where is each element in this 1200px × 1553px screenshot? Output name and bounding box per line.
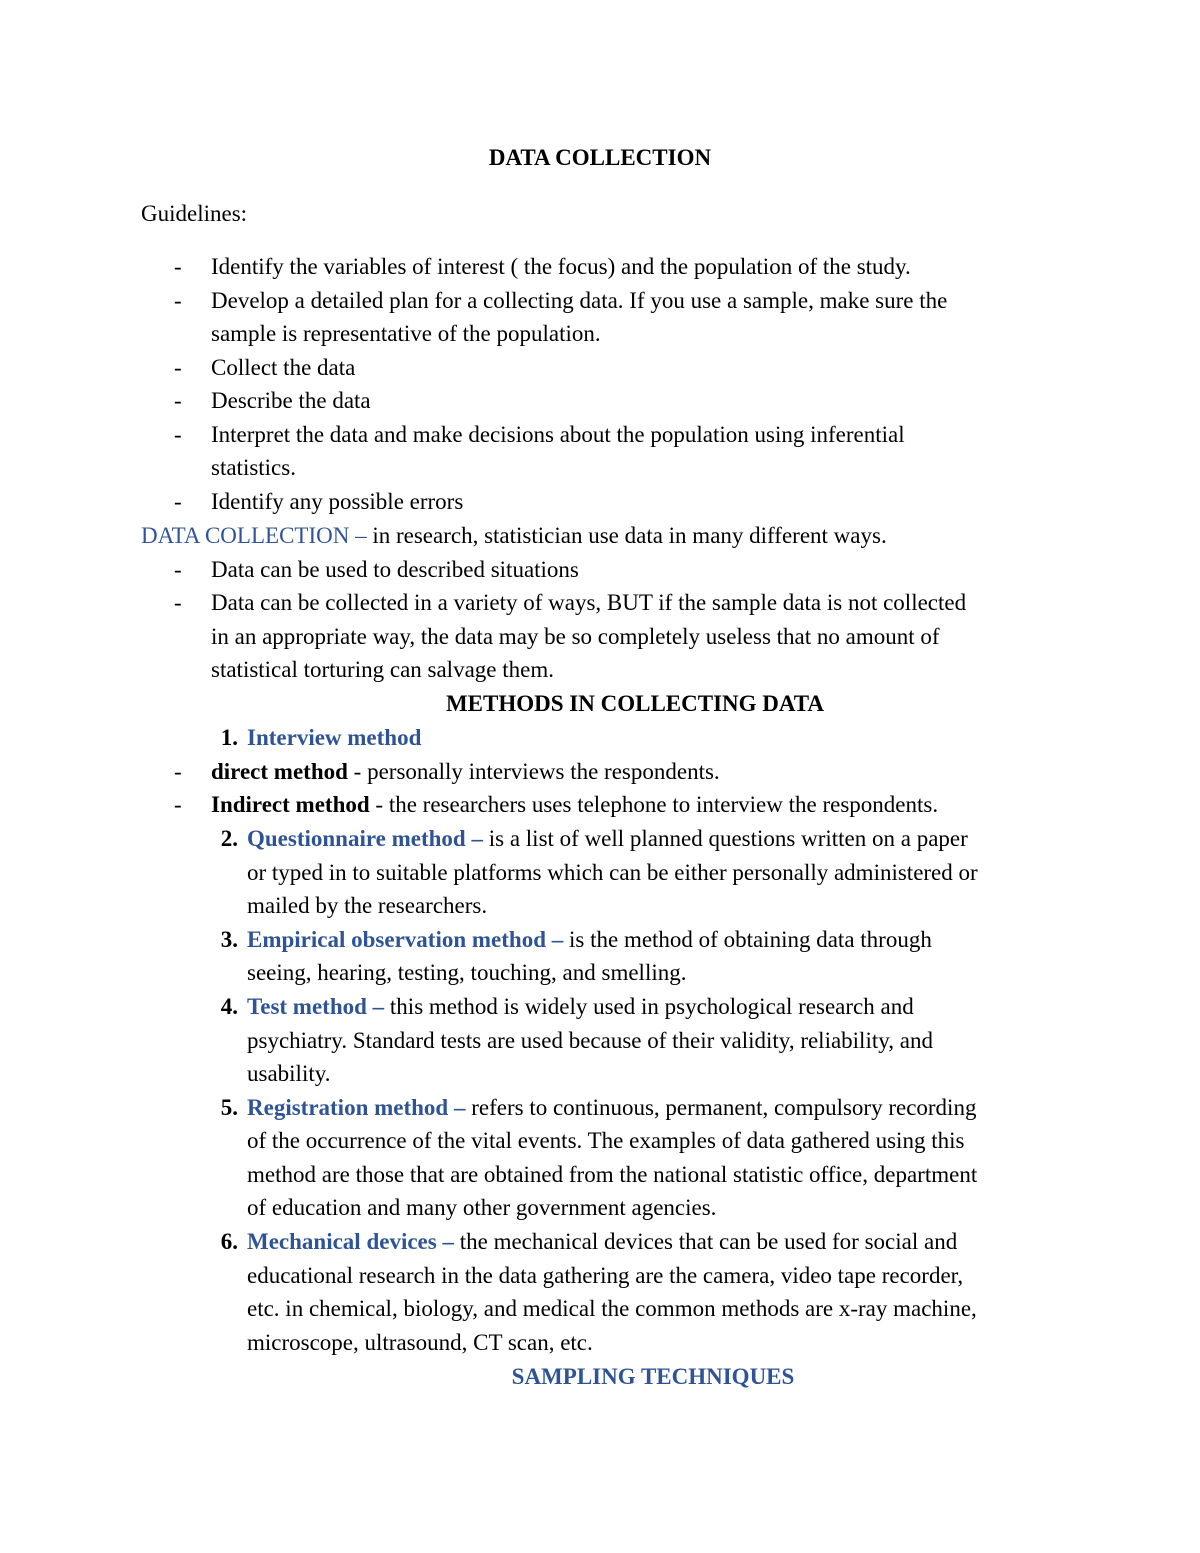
bullet-dash: - [174, 489, 182, 514]
sub-method-term: Indirect method [211, 792, 370, 817]
method-text: mailed by the researchers. [247, 893, 488, 918]
data-collection-term: DATA COLLECTION – [141, 523, 367, 548]
method-name: Questionnaire method – [247, 826, 483, 851]
method-line [247, 923, 932, 956]
method-number: 4. [220, 994, 238, 1019]
method-line [247, 1225, 957, 1258]
bullet-dash: - [174, 288, 182, 313]
sub-method-sep: - [347, 759, 368, 784]
sub-method-sep: - [369, 792, 389, 817]
bullet-dash: - [174, 388, 182, 413]
sampling-heading: SAMPLING TECHNIQUES [511, 1364, 795, 1389]
method-line [247, 990, 914, 1023]
method-text: psychiatry. Standard tests are used because of their validity, reliability, and [247, 1028, 933, 1053]
method-line [247, 1091, 976, 1124]
sub-method-text: personally interviews the respondents. [367, 759, 720, 784]
method-text: microscope, ultrasound, CT scan, etc. [247, 1330, 593, 1355]
method-text: the mechanical devices that can be used for social and [459, 1229, 958, 1254]
data-collection-text: in research, statistician use data in many different ways. [366, 523, 887, 548]
method-text: of the occurrence of the vital events. The examples of data gathered using this [247, 1128, 965, 1153]
bullet-dash: - [174, 792, 182, 817]
bullet-dash: - [174, 422, 182, 447]
method-line [247, 822, 968, 855]
point-text: statistical torturing can salvage them. [211, 657, 554, 682]
sub-method-term: direct method [211, 759, 348, 784]
data-collection-definition [141, 519, 887, 552]
point-text: in an appropriate way, the data may be so completely useless that no amount of [211, 624, 940, 649]
method-text: seeing, hearing, testing, touching, and smelling. [247, 960, 687, 985]
method-name: Registration method – [247, 1095, 466, 1120]
method-number: 2. [220, 826, 238, 851]
page-title: DATA COLLECTION [488, 145, 712, 170]
method-text: refers to continuous, permanent, compulsory recording [471, 1095, 977, 1120]
bullet-dash: - [174, 355, 182, 380]
guidelines-label: Guidelines: [141, 201, 248, 226]
guideline-text: Interpret the data and make decisions about the population using inferential [211, 422, 905, 447]
point-text: Data can be used to described situations [211, 557, 579, 582]
guideline-text: Develop a detailed plan for a collecting data. If you use a sample, make sure the [211, 288, 948, 313]
bullet-dash: - [174, 557, 182, 582]
method-number: 3. [220, 927, 238, 952]
method-text: educational research in the data gathering are the camera, video tape recorder, [247, 1263, 964, 1288]
guideline-text: statistics. [211, 455, 296, 480]
method-name: Mechanical devices – [247, 1229, 454, 1254]
method-text: of education and many other government agencies. [247, 1195, 717, 1220]
methods-heading: METHODS IN COLLECTING DATA [445, 691, 825, 716]
method-text: is the method of obtaining data through [569, 927, 932, 952]
bullet-dash: - [174, 759, 182, 784]
sub-method-line [211, 788, 938, 821]
method-name: Interview method [247, 725, 422, 750]
method-text: or typed in to suitable platforms which can be either personally administered or [247, 860, 978, 885]
bullet-dash: - [174, 590, 182, 615]
method-text: etc. in chemical, biology, and medical the common methods are x-ray machine, [247, 1296, 977, 1321]
method-name: Test method – [247, 994, 385, 1019]
guideline-text: Identify any possible errors [211, 489, 464, 514]
bullet-dash: - [174, 254, 182, 279]
guideline-text: Identify the variables of interest ( the focus) and the population of the study. [211, 254, 911, 279]
point-text: Data can be collected in a variety of ways, BUT if the sample data is not collected [211, 590, 967, 615]
sub-method-line [211, 755, 720, 788]
method-text: usability. [247, 1061, 331, 1086]
sub-method-text: the researchers uses telephone to interview the respondents. [388, 792, 939, 817]
method-name: Empirical observation method – [247, 927, 564, 952]
method-text: is a list of well planned questions written on a paper [488, 826, 968, 851]
method-number: 1. [220, 725, 238, 750]
method-text: method are those that are obtained from the national statistic office, department [247, 1162, 978, 1187]
guideline-text: sample is representative of the population. [211, 321, 601, 346]
guideline-text: Collect the data [211, 355, 356, 380]
guideline-text: Describe the data [211, 388, 371, 413]
method-number: 5. [220, 1095, 238, 1120]
method-number: 6. [220, 1229, 238, 1254]
method-text: this method is widely used in psychological research and [389, 994, 914, 1019]
